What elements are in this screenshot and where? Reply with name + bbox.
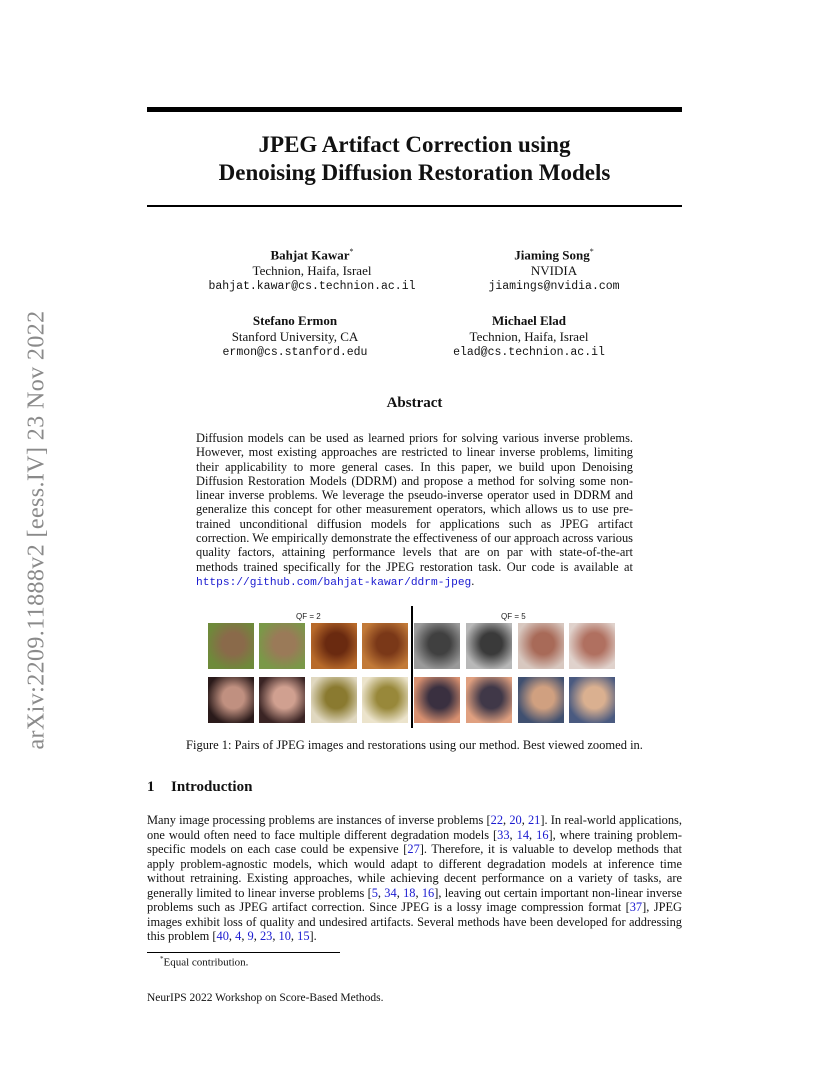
- section-title: Introduction: [171, 779, 253, 795]
- figure-image-shell-jpeg: [518, 623, 564, 669]
- citation-link[interactable]: 27: [407, 842, 420, 856]
- figure-image-shell-restored: [569, 623, 615, 669]
- figure-image-bird-jpeg: [414, 623, 460, 669]
- figure-image-sunset-jpeg: [414, 677, 460, 723]
- citation-link[interactable]: 16: [421, 885, 435, 900]
- intro-text: ,: [509, 827, 517, 842]
- abstract-body: Diffusion models can be used as learned priors for solving various inverse problems. However, most existing approaches are restricted to linear inverse problems, limiting their applicability to more general cases. In this paper, we build upon Denoising Diffusion Restoration Models (DDRM) and propose a method for solving some non-linear inverse problems. We leverage the pseudo-inverse operator used in DDRM and generalize this concept for other measurement operators, which allows us to use pre-trained unconditional diffusion models for applications such as JPEG artifact correction. We empirically demonstrate the effectiveness of our approach across various quality factors, attaining performance levels that are on par with state-of-the-art methods trained specifically for the JPEG restoration task. Our code is available at https://github.com/bahjat-kawar/ddrm-jpeg.: [196, 431, 633, 589]
- intro-text: ], leaving out certain important non-linear inverse problems such as JPEG artifact correction. Since JPEG is a lossy image compression format [: [147, 885, 682, 914]
- paper-title: [147, 131, 682, 187]
- figure-image-squirrel-jpeg: [208, 623, 254, 669]
- intro-text: ,: [503, 813, 510, 827]
- introduction-paragraph: [147, 813, 682, 944]
- intro-text: ,: [415, 885, 422, 900]
- citation-link[interactable]: 37: [629, 900, 643, 914]
- figure-image-dog-jpeg: [311, 623, 357, 669]
- intro-text: ,: [253, 929, 260, 943]
- intro-text: ]. In real-world applications, one would often need to face multiple different degradation models [: [147, 813, 682, 842]
- arxiv-side-stamp: [17, 280, 57, 780]
- intro-text: ,: [290, 929, 298, 943]
- author-block-3: [165, 313, 425, 361]
- qf5-label: QF = 5: [501, 612, 526, 621]
- author-name: Bahjat Kawar*: [270, 247, 354, 263]
- figure-image-squirrel-restored: [259, 623, 305, 669]
- author-name: Michael Elad: [491, 313, 567, 328]
- citation-link[interactable]: 22: [490, 813, 504, 827]
- author-name: Stefano Ermon: [252, 313, 338, 328]
- citation-link[interactable]: 21: [527, 813, 541, 827]
- figure-divider: [411, 606, 413, 728]
- code-link[interactable]: https://github.com/bahjat-kawar/ddrm-jpeg: [196, 576, 472, 589]
- author-affiliation: Technion, Haifa, Israel: [252, 263, 372, 279]
- figure-image-dog-restored: [362, 623, 408, 669]
- author-email[interactable]: ermon@cs.stanford.edu: [222, 346, 368, 359]
- figure-image-girls-jpeg: [208, 677, 254, 723]
- intro-text: ,: [521, 813, 528, 827]
- citation-link[interactable]: 4: [235, 929, 242, 943]
- qf2-label: QF = 2: [296, 612, 321, 621]
- author-email[interactable]: bahjat.kawar@cs.technion.ac.il: [208, 280, 416, 294]
- title-bottom-rule: [147, 205, 682, 207]
- figure-caption: Figure 1: Pairs of JPEG images and restorations using our method. Best viewed zoomed in.: [186, 738, 643, 752]
- citation-link[interactable]: 34: [384, 885, 397, 900]
- citation-link[interactable]: 10: [278, 929, 291, 943]
- author-affiliation: Technion, Haifa, Israel: [469, 329, 589, 344]
- citation-link[interactable]: 14: [516, 827, 530, 842]
- figure-image-bird-restored: [466, 623, 512, 669]
- author-name: Jiaming Song*: [514, 247, 594, 263]
- citation-link[interactable]: 20: [509, 813, 522, 827]
- figure-image-sunset-restored: [466, 677, 512, 723]
- footnote-rule: [147, 952, 340, 953]
- author-affiliation: Stanford University, CA: [231, 329, 359, 344]
- intro-text: ,: [241, 929, 248, 943]
- citation-link[interactable]: 33: [497, 827, 510, 842]
- intro-text: ,: [396, 885, 404, 900]
- citation-link[interactable]: 15: [297, 929, 310, 943]
- section-number: 1: [147, 779, 155, 795]
- intro-text: ]. Therefore, it is valuable to develop methods that apply problem-agnostic models, which would adapt to different degradation models at inference time without retraining. Existing approaches, while achieving decent performance on a variety of tasks, are generally limited to linear inverse problems [: [147, 842, 682, 900]
- title-top-rule: [147, 107, 682, 112]
- venue-note: NeurIPS 2022 Workshop on Score-Based Methods.: [147, 992, 384, 1004]
- intro-text: ,: [529, 827, 537, 842]
- intro-text: ], where training problem-specific models on each case could be expensive [: [147, 827, 682, 856]
- footnote: *Equal contribution.: [160, 955, 249, 969]
- author-block-2: [424, 244, 684, 295]
- title-line-2: Denoising Diffusion Restoration Models: [218, 160, 611, 185]
- intro-text: ].: [309, 929, 317, 943]
- author-block-1: [182, 244, 442, 295]
- figure-image-child-jpeg: [518, 677, 564, 723]
- section-heading: [147, 779, 252, 796]
- author-block-4: [399, 313, 659, 361]
- figure-image-girls-restored: [259, 677, 305, 723]
- figure-image-child-restored: [569, 677, 615, 723]
- author-email[interactable]: jiamings@nvidia.com: [488, 280, 620, 294]
- citation-link[interactable]: 18: [403, 885, 416, 900]
- citation-link[interactable]: 16: [536, 827, 549, 842]
- author-affiliation: NVIDIA: [530, 263, 578, 279]
- citation-link[interactable]: 5: [371, 885, 378, 900]
- intro-text: ], JPEG images exhibit loss of quality and undesired artifacts. Several methods have been developed for addressing this problem [: [147, 900, 682, 943]
- figure-image-food-jpeg: [311, 677, 357, 723]
- citation-link[interactable]: 40: [216, 929, 229, 943]
- abstract-text: Diffusion models can be used as learned priors for solving various inverse problems. However, most existing approaches are restricted to linear inverse problems, limiting their applicability to more general cases. In this paper, we build upon Denoising Diffusion Restoration Models (DDRM) and propose a method for solving some non-linear inverse problems. We leverage the pseudo-inverse operator used in DDRM and generalize this concept for other measurement operators, which allows us to use pre-trained unconditional diffusion models for applications such as JPEG artifact correction. We empirically demonstrate the effectiveness of our approach across various quality factors, attaining performance levels that are on par with state-of-the-art methods trained specifically for the JPEG restoration task. Our code is available at: [196, 431, 633, 574]
- intro-text: ,: [377, 885, 385, 900]
- citation-link[interactable]: 23: [259, 929, 273, 943]
- author-email[interactable]: elad@cs.technion.ac.il: [453, 346, 605, 359]
- citation-link[interactable]: 9: [247, 929, 254, 943]
- title-line-1: JPEG Artifact Correction using: [258, 132, 571, 157]
- intro-text: ,: [228, 929, 236, 943]
- intro-text: ,: [272, 929, 279, 943]
- arxiv-id-text: arXiv:2209.11888v2 [eess.IV] 23 Nov 2022: [23, 310, 50, 750]
- abstract-heading: Abstract: [386, 395, 443, 411]
- figure-image-food-restored: [362, 677, 408, 723]
- intro-text: Many image processing problems are instances of inverse problems [: [147, 813, 491, 827]
